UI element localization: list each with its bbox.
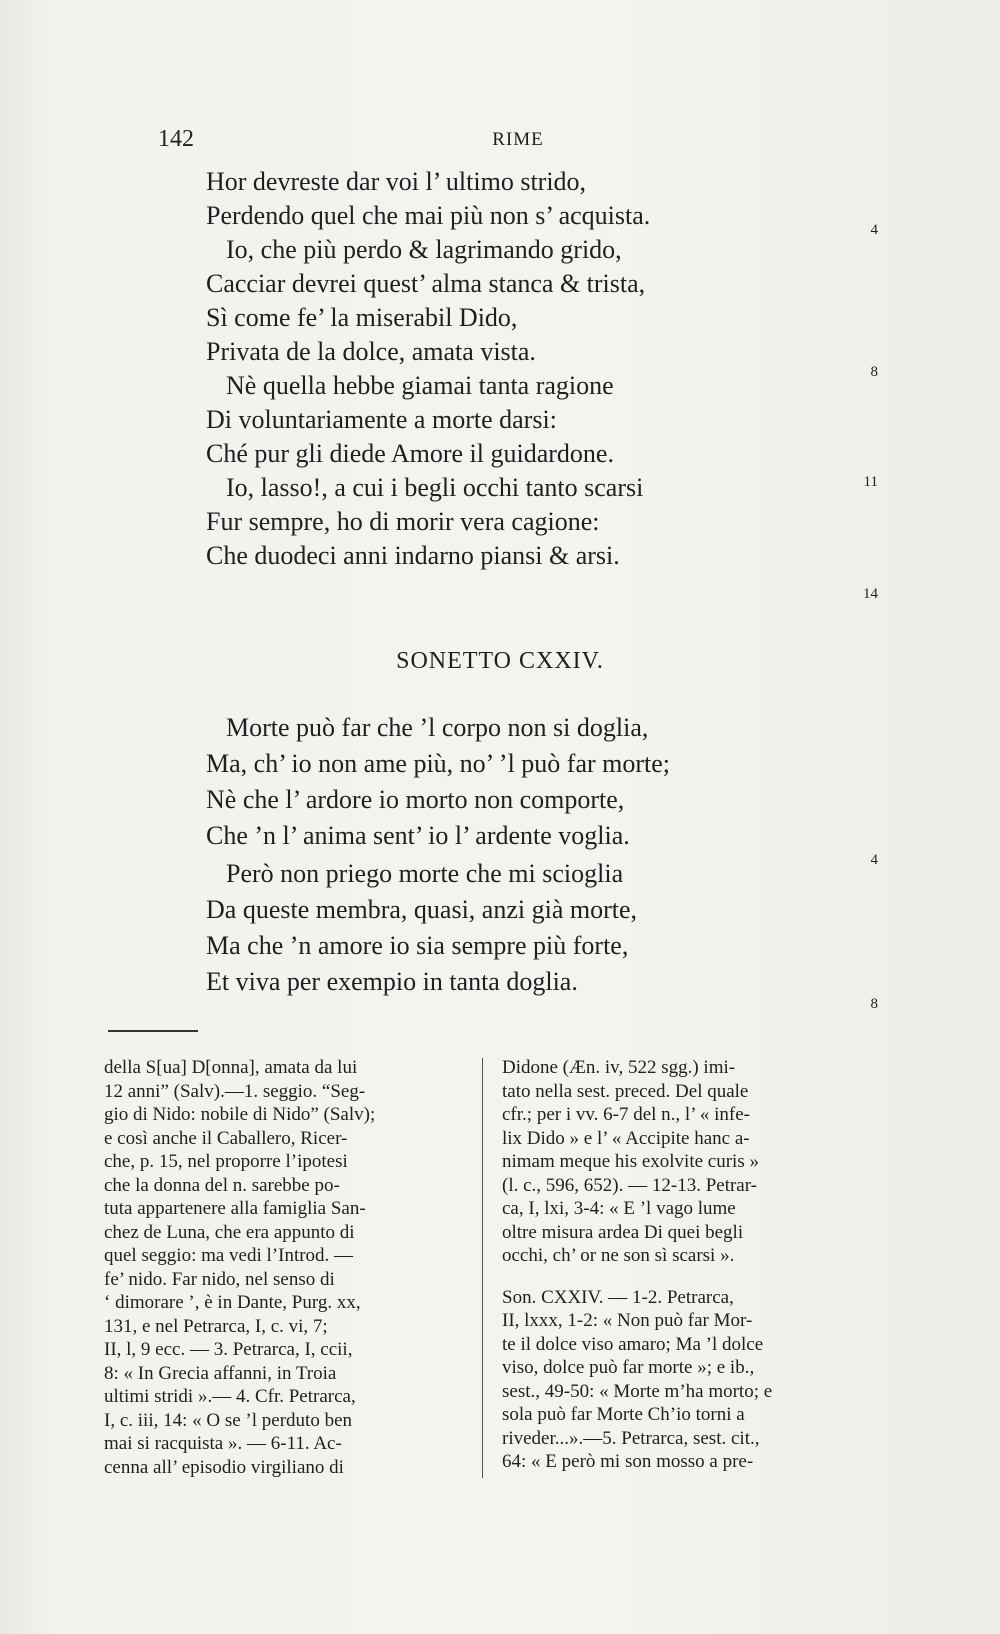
note-line: 12 anni” (Salv).—1. seggio. “Seg- bbox=[104, 1080, 366, 1102]
verse-line: Io, che più perdo & lagrimando grido, bbox=[226, 235, 622, 264]
line-number: 8 bbox=[870, 364, 878, 380]
note-line: lix Dido » e l’ « Accipite hanc a- bbox=[502, 1127, 750, 1149]
note-line: te il dolce viso amaro; Ma ’l dolce bbox=[502, 1333, 764, 1355]
column-divider bbox=[482, 1058, 483, 1478]
note-line: che la donna del n. sarebbe po- bbox=[104, 1174, 340, 1196]
verse-line: Fur sempre, ho di morir vera cagione: bbox=[206, 507, 600, 536]
line-number: 4 bbox=[870, 222, 878, 238]
note-line: chez de Luna, che era appunto di bbox=[104, 1221, 355, 1243]
note-line: cenna all’ episodio virgiliano di bbox=[104, 1456, 344, 1478]
verse-line: Nè quella hebbe giamai tanta ragione bbox=[226, 371, 614, 400]
verse-line: Che duodeci anni indarno piansi & arsi. bbox=[206, 541, 620, 570]
verse-line: Privata de la dolce, amata vista. bbox=[206, 337, 536, 366]
verse-line: Et viva per exempio in tanta doglia. bbox=[206, 967, 578, 996]
note-line: (l. c., 596, 652). — 12-13. Petrar- bbox=[502, 1174, 758, 1196]
note-line: Didone (Æn. iv, 522 sgg.) imi- bbox=[502, 1057, 736, 1078]
running-head bbox=[158, 126, 878, 160]
note-line: viso, dolce può far morte »; e ib., bbox=[502, 1357, 755, 1378]
paragraph-gap bbox=[502, 1268, 860, 1286]
note-line: che, p. 15, nel proporre l’ipotesi bbox=[104, 1151, 348, 1172]
note-line: 131, e nel Petrarca, I, c. vi, 7; bbox=[104, 1315, 328, 1337]
note-line: ultimi stridi ».— 4. Cfr. Petrarca, bbox=[104, 1386, 356, 1407]
note-line: ca, I, lxi, 3-4: « E ’l vago lume bbox=[502, 1198, 736, 1219]
verse-line: Perdendo quel che mai più non s’ acquista. bbox=[206, 201, 651, 230]
notes-column-left bbox=[104, 1056, 466, 1479]
note-line: nimam meque his exolvite curis » bbox=[502, 1151, 759, 1172]
footnote-rule bbox=[108, 1030, 198, 1032]
verse-line: Ché pur gli diede Amore il guidardone. bbox=[206, 439, 614, 468]
verse-line: Da queste membra, quasi, anzi già morte, bbox=[206, 895, 638, 924]
note-line: tato nella sest. preced. Del quale bbox=[502, 1080, 749, 1102]
verse-line: Nè che l’ ardore io morto non comporte, bbox=[206, 785, 625, 814]
running-title: RIME bbox=[492, 129, 544, 150]
note-line: II, lxxx, 1-2: « Non può far Mor- bbox=[502, 1310, 753, 1331]
line-number: 14 bbox=[863, 586, 878, 602]
note-line: mai si racquista ». — 6-11. Ac- bbox=[104, 1433, 342, 1454]
line-number: 11 bbox=[863, 474, 878, 490]
line-number: 4 bbox=[870, 852, 878, 868]
note-line: oltre misura ardea Di quei begli bbox=[502, 1221, 744, 1243]
verse-line: Cacciar devrei quest’ alma stanca & trista, bbox=[206, 269, 646, 298]
sonnet-title: SONETTO CXXIV. bbox=[396, 648, 604, 674]
note-line: 8: « In Grecia affanni, in Troia bbox=[104, 1362, 337, 1384]
note-line: I, c. iii, 14: « O se ’l perduto ben bbox=[104, 1409, 353, 1431]
note-line: cfr.; per i vv. 6-7 del n., l’ « infe- bbox=[502, 1104, 750, 1125]
note-line: sola può far Morte Ch’io torni a bbox=[502, 1404, 745, 1425]
verse-line: Sì come fe’ la miserabil Dido, bbox=[206, 303, 518, 332]
note-line: ‘ dimorare ’, è in Dante, Purg. xx, bbox=[104, 1292, 361, 1313]
note-line: tuta appartenere alla famiglia San- bbox=[104, 1198, 366, 1219]
page-number: 142 bbox=[158, 126, 194, 152]
note-line: occhi, ch’ or ne son sì scarsi ». bbox=[502, 1245, 735, 1266]
note-line: e così anche il Caballero, Ricer- bbox=[104, 1127, 348, 1149]
verse-line: Morte può far che ’l corpo non si doglia, bbox=[226, 713, 649, 742]
note-line: gio di Nido: nobile di Nido” (Salv); bbox=[104, 1104, 376, 1125]
verse-line: Io, lasso!, a cui i begli occhi tanto scarsi bbox=[226, 473, 644, 502]
note-line: della S[ua] D[onna], amata da lui bbox=[104, 1057, 358, 1078]
note-line: riveder...».—5. Petrarca, sest. cit., bbox=[502, 1427, 760, 1449]
note-line: Son. CXXIV. — 1-2. Petrarca, bbox=[502, 1286, 734, 1308]
verse-line: Però non priego morte che mi scioglia bbox=[226, 859, 624, 888]
note-line: quel seggio: ma vedi l’Introd. — bbox=[104, 1245, 354, 1266]
verse-line: Ma, ch’ io non ame più, no’ ’l può far morte; bbox=[206, 749, 671, 778]
line-number: 8 bbox=[870, 996, 878, 1012]
verse-line: Di voluntariamente a morte darsi: bbox=[206, 405, 557, 434]
note-line: sest., 49-50: « Morte m’ha morto; e bbox=[502, 1380, 773, 1402]
verse-line: Hor devreste dar voi l’ ultimo strido, bbox=[206, 167, 587, 196]
note-line: fe’ nido. Far nido, nel senso di bbox=[104, 1268, 335, 1290]
verse-line: Che ’n l’ anima sent’ io l’ ardente voglia. bbox=[206, 821, 630, 850]
verse-line: Ma che ’n amore io sia sempre più forte, bbox=[206, 931, 629, 960]
note-line: II, l, 9 ecc. — 3. Petrarca, I, ccii, bbox=[104, 1339, 353, 1360]
note-line: 64: « E però mi son mosso a pre- bbox=[502, 1451, 754, 1472]
notes-column-right bbox=[502, 1056, 860, 1474]
